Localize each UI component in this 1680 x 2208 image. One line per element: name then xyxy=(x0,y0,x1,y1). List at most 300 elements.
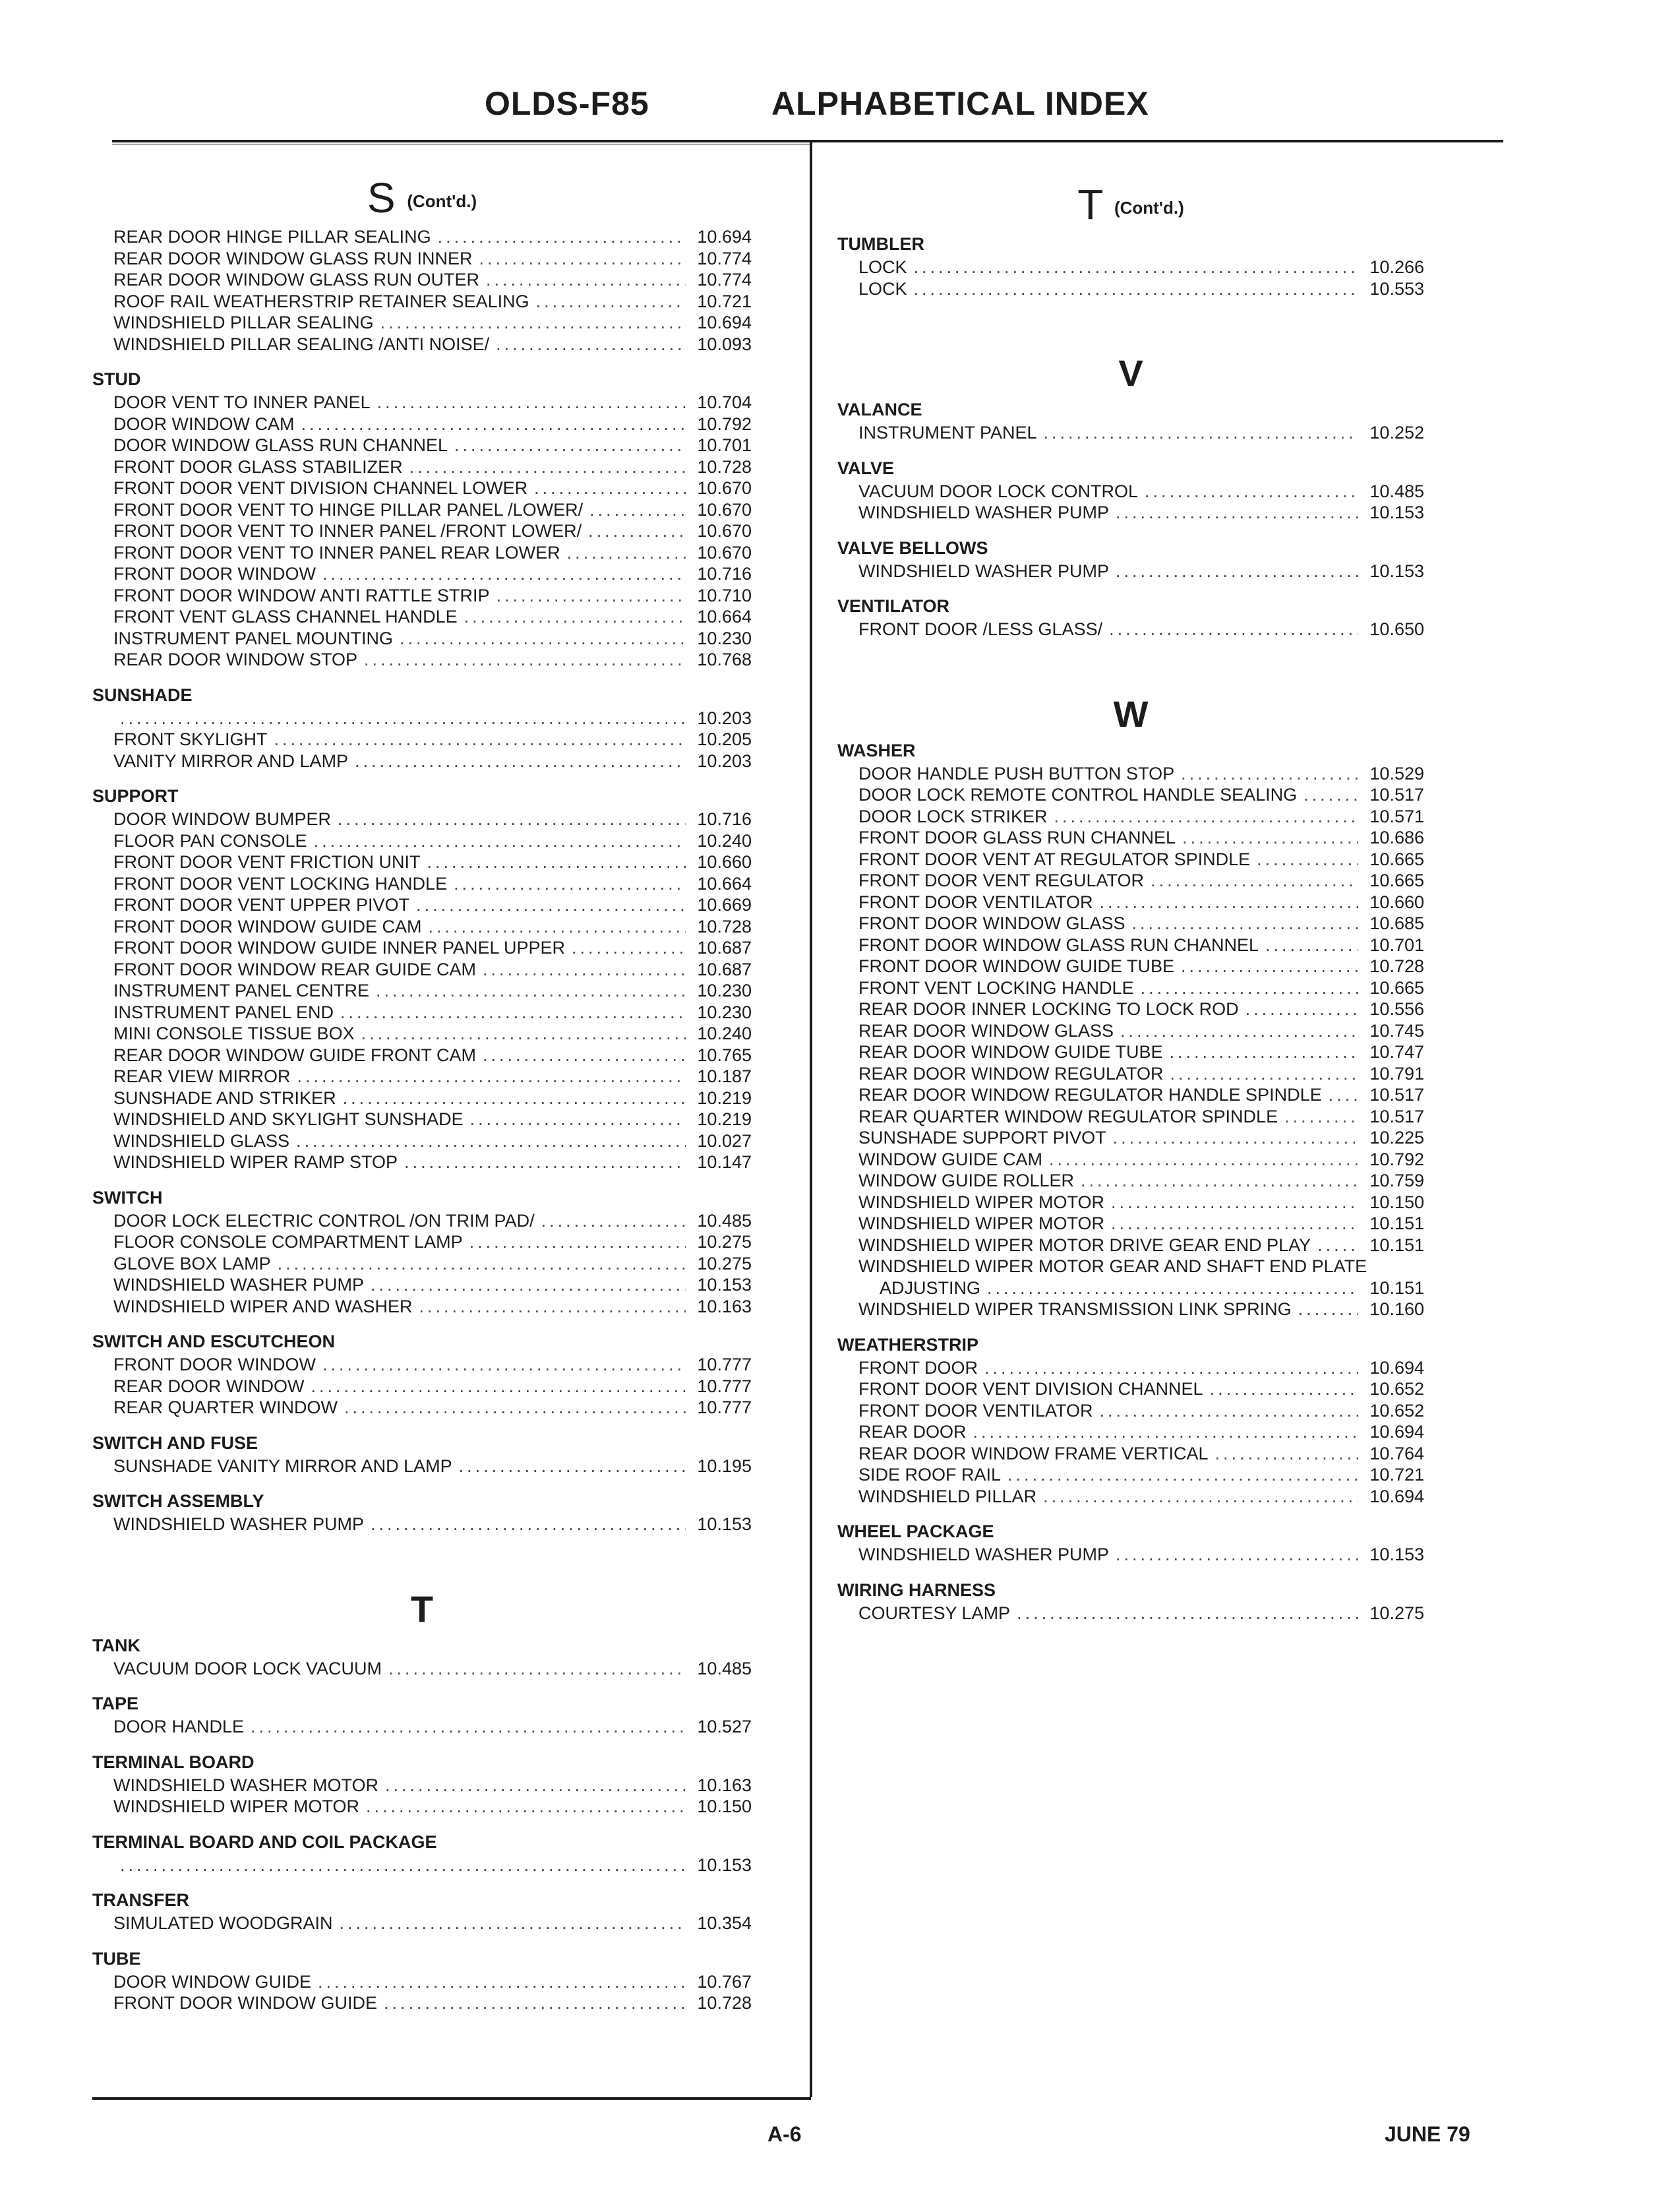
page-reference: 10.669 xyxy=(697,895,752,915)
page-reference: 10.275 xyxy=(1369,1603,1424,1623)
entry-text: ADJUSTING xyxy=(880,1277,981,1298)
dot-leader xyxy=(120,708,686,729)
dot-leader xyxy=(1111,1192,1358,1213)
dot-leader xyxy=(1054,806,1358,828)
page-reference: 10.354 xyxy=(697,1913,752,1934)
entry-text: WINDOW GUIDE ROLLER xyxy=(858,1171,1075,1191)
page-reference: 10.252 xyxy=(1369,423,1424,443)
dot-leader xyxy=(1151,870,1358,892)
dot-leader xyxy=(914,257,1358,278)
section-letter-heading xyxy=(837,179,1424,233)
index-entry xyxy=(837,1443,1424,1465)
dot-leader xyxy=(301,414,686,435)
index-entry xyxy=(92,542,752,564)
index-group xyxy=(837,739,1424,1320)
entry-text: FRONT DOOR WINDOW GUIDE TUBE xyxy=(858,956,1174,977)
entry-text: WINDSHIELD WIPER MOTOR DRIVE GEAR END PLAY xyxy=(858,1235,1311,1255)
index-entry xyxy=(92,248,752,270)
revision-date: JUNE 79 xyxy=(1385,2122,1470,2146)
index-entry xyxy=(837,561,1424,582)
entry-text: REAR DOOR WINDOW STOP xyxy=(113,650,358,670)
index-entry xyxy=(837,1170,1424,1192)
entry-text: INSTRUMENT PANEL MOUNTING xyxy=(113,628,394,648)
index-entry xyxy=(92,809,752,830)
dot-leader xyxy=(1329,1084,1358,1106)
dot-leader xyxy=(588,520,686,542)
entry-text: ROOF RAIL WEATHERSTRIP RETAINER SEALING xyxy=(113,291,529,311)
index-entry xyxy=(92,1151,752,1173)
index-entry xyxy=(92,1456,752,1477)
index-entry xyxy=(92,1066,752,1088)
entry-text: REAR DOOR WINDOW GLASS RUN INNER xyxy=(113,248,473,268)
dot-leader xyxy=(1100,892,1358,913)
index-group xyxy=(837,537,1424,582)
entry-text: WINDSHIELD WIPER AND WASHER xyxy=(113,1296,413,1316)
page-reference: 10.160 xyxy=(1369,1299,1424,1320)
dot-leader xyxy=(1132,913,1358,935)
dot-leader xyxy=(322,563,686,585)
dot-leader xyxy=(322,1354,686,1376)
dot-leader xyxy=(314,830,686,852)
index-group xyxy=(837,595,1424,640)
index-entry xyxy=(837,827,1424,849)
index-entry xyxy=(837,998,1424,1020)
entry-text: SUNSHADE VANITY MIRROR AND LAMP xyxy=(113,1456,452,1476)
entry-text: FRONT DOOR VENT DIVISION CHANNEL xyxy=(858,1379,1203,1399)
dot-leader xyxy=(987,1277,1358,1299)
dot-leader xyxy=(1044,422,1358,444)
dot-leader xyxy=(1116,502,1358,524)
page-reference: 10.764 xyxy=(1369,1443,1424,1463)
entry-text: FRONT DOOR WINDOW GLASS xyxy=(858,913,1125,934)
dot-leader xyxy=(567,542,686,564)
entry-text: COURTESY LAMP xyxy=(858,1603,1011,1623)
dot-leader xyxy=(973,1421,1358,1443)
entry-text: DOOR WINDOW GUIDE xyxy=(113,1971,311,1992)
page-reference: 10.721 xyxy=(697,291,752,311)
dot-leader xyxy=(400,628,686,650)
entry-text: SUNSHADE AND STRIKER xyxy=(113,1088,336,1108)
dot-leader xyxy=(296,1130,686,1152)
page-reference: 10.685 xyxy=(1369,913,1424,934)
index-group xyxy=(92,226,752,355)
index-group xyxy=(92,1947,752,2014)
dot-leader xyxy=(464,606,686,628)
page-reference: 10.694 xyxy=(697,227,752,247)
page-reference: 10.240 xyxy=(697,830,752,851)
index-group xyxy=(837,1334,1424,1508)
page-reference: 10.150 xyxy=(697,1796,752,1817)
entry-text: WINDSHIELD WASHER PUMP xyxy=(113,1514,365,1535)
page-reference: 10.205 xyxy=(697,729,752,750)
index-entry xyxy=(92,1971,752,1993)
page-reference: 10.774 xyxy=(697,270,752,290)
page-reference: 10.266 xyxy=(1369,257,1424,278)
entry-text: REAR VIEW MIRROR xyxy=(113,1066,291,1087)
entry-text: WINDSHIELD GLASS xyxy=(113,1130,290,1151)
page-reference: 10.153 xyxy=(697,1514,752,1535)
entry-text: FLOOR PAN CONSOLE xyxy=(113,830,307,851)
page-reference: 10.665 xyxy=(1369,849,1424,869)
index-entry xyxy=(92,628,752,650)
index-entry xyxy=(837,763,1424,785)
entry-text: FRONT SKYLIGHT xyxy=(113,729,268,750)
page-title: ALPHABETICAL INDEX xyxy=(771,85,1149,122)
entry-text: WINDSHIELD PILLAR xyxy=(858,1486,1037,1506)
dot-leader xyxy=(384,1992,686,2014)
footer-rule xyxy=(92,2097,811,2100)
entry-text: FRONT DOOR VENTILATOR xyxy=(858,892,1093,912)
index-entry xyxy=(837,278,1424,300)
index-entry xyxy=(92,937,752,959)
dot-leader xyxy=(1181,763,1358,785)
page-reference: 10.163 xyxy=(697,1775,752,1795)
index-entry xyxy=(837,849,1424,871)
dot-leader xyxy=(496,585,686,607)
entry-text: WINDSHIELD WASHER PUMP xyxy=(858,1545,1110,1565)
entry-text: MINI CONSOLE TISSUE BOX xyxy=(113,1024,355,1044)
entry-text: FRONT DOOR WINDOW xyxy=(113,1355,316,1375)
entry-text: FRONT DOOR VENT UPPER PIVOT xyxy=(113,895,410,915)
index-group xyxy=(92,1751,752,1818)
index-entry xyxy=(92,1130,752,1152)
entry-text: REAR DOOR xyxy=(858,1422,967,1442)
dot-leader xyxy=(914,278,1358,300)
index-group xyxy=(92,1889,752,1934)
dot-leader xyxy=(1116,561,1358,582)
entry-text: VANITY MIRROR AND LAMP xyxy=(113,751,349,771)
index-entry xyxy=(92,414,752,435)
index-entry xyxy=(92,1992,752,2014)
page-reference: 10.792 xyxy=(697,414,752,434)
page-reference: 10.767 xyxy=(697,1971,752,1992)
entry-text: WINDSHIELD WASHER MOTOR xyxy=(113,1775,379,1795)
entry-text: REAR DOOR WINDOW FRAME VERTICAL xyxy=(858,1443,1209,1463)
index-entry xyxy=(92,708,752,729)
entry-text: FRONT DOOR VENT TO INNER PANEL REAR LOWER xyxy=(113,542,560,563)
index-entry xyxy=(92,585,752,607)
entry-text: WINDSHIELD WASHER PUMP xyxy=(113,1275,365,1295)
section-letter-heading xyxy=(92,1584,752,1634)
group-title: TERMINAL BOARD AND COIL PACKAGE xyxy=(92,1831,437,1852)
page-reference: 10.147 xyxy=(697,1152,752,1173)
entry-text: DOOR LOCK STRIKER xyxy=(858,806,1048,826)
index-group xyxy=(92,368,752,671)
entry-text: WINDSHIELD WIPER MOTOR xyxy=(113,1796,360,1817)
index-entry xyxy=(92,916,752,938)
page-reference: 10.777 xyxy=(697,1355,752,1375)
index-entry xyxy=(92,873,752,895)
index-entry xyxy=(92,1716,752,1738)
dot-leader xyxy=(416,894,686,916)
index-entry xyxy=(92,606,752,628)
dot-leader xyxy=(409,456,686,478)
entry-text: DOOR WINDOW GLASS RUN CHANNEL xyxy=(113,435,448,456)
entry-text: SIDE ROOF RAIL xyxy=(858,1465,1002,1485)
index-entry xyxy=(92,729,752,751)
index-entry xyxy=(837,935,1424,956)
index-entry xyxy=(837,1544,1424,1566)
entry-text: FRONT DOOR GLASS STABILIZER xyxy=(113,456,403,477)
entry-text: WINDOW GUIDE CAM xyxy=(858,1149,1042,1169)
section-letter: S xyxy=(367,174,396,222)
group-title: SWITCH AND ESCUTCHEON xyxy=(92,1332,335,1352)
page-reference: 10.694 xyxy=(1369,1357,1424,1378)
dot-leader xyxy=(1111,1213,1358,1235)
page-reference: 10.665 xyxy=(1369,977,1424,998)
page-reference: 10.153 xyxy=(697,1275,752,1295)
page-reference: 10.163 xyxy=(697,1296,752,1316)
index-entry xyxy=(92,1796,752,1818)
page-number: A-6 xyxy=(767,2122,802,2146)
page-reference: 10.553 xyxy=(1369,278,1424,299)
index-entry xyxy=(837,1378,1424,1400)
group-title: VALANCE xyxy=(837,400,922,420)
index-entry xyxy=(92,1231,752,1253)
page-reference: 10.665 xyxy=(1369,871,1424,891)
entry-text: FRONT DOOR WINDOW GUIDE INNER PANEL UPPER xyxy=(113,938,566,958)
continued-label: (Cont'd.) xyxy=(407,191,477,212)
index-entry xyxy=(92,751,752,772)
dot-leader xyxy=(366,1796,686,1818)
dot-leader xyxy=(1181,956,1358,977)
entry-text: FRONT DOOR WINDOW GUIDE xyxy=(113,1993,377,2013)
entry-text: WINDSHIELD PILLAR SEALING /ANTI NOISE/ xyxy=(113,334,490,354)
page-reference: 10.517 xyxy=(1369,785,1424,805)
dot-leader xyxy=(454,435,686,456)
page-reference: 10.792 xyxy=(1369,1149,1424,1169)
page-reference: 10.694 xyxy=(1369,1486,1424,1506)
page-reference: 10.716 xyxy=(697,564,752,584)
page-reference: 10.203 xyxy=(697,751,752,771)
entry-text: FRONT DOOR VENT LOCKING HANDLE xyxy=(113,873,448,894)
page-reference: 10.652 xyxy=(1369,1379,1424,1399)
dot-leader xyxy=(470,1109,686,1130)
page-reference: 10.660 xyxy=(1369,892,1424,912)
dot-leader xyxy=(536,291,686,313)
entry-text: FRONT DOOR WINDOW REAR GUIDE CAM xyxy=(113,959,476,979)
dot-leader xyxy=(589,499,686,521)
page-reference: 10.650 xyxy=(1369,619,1424,640)
page-reference: 10.556 xyxy=(1369,999,1424,1020)
index-entry xyxy=(837,1149,1424,1171)
dot-leader xyxy=(1145,481,1358,503)
index-entry xyxy=(837,422,1424,444)
group-title: TUBE xyxy=(92,1948,141,1969)
index-entry xyxy=(92,1913,752,1934)
page-reference: 10.664 xyxy=(697,873,752,894)
index-entry xyxy=(92,269,752,291)
index-entry xyxy=(92,1109,752,1130)
index-entry xyxy=(837,1192,1424,1213)
page-reference: 10.687 xyxy=(697,959,752,979)
index-group xyxy=(837,1579,1424,1624)
entry-text: REAR DOOR WINDOW REGULATOR HANDLE SPINDLE xyxy=(858,1085,1322,1105)
dot-leader xyxy=(483,1045,686,1066)
page-reference: 10.230 xyxy=(697,628,752,648)
entry-text: FRONT DOOR WINDOW GUIDE CAM xyxy=(113,916,422,936)
group-title: VALVE xyxy=(837,458,895,478)
index-entry xyxy=(837,1256,1424,1277)
index-entry xyxy=(837,1020,1424,1042)
entry-text: REAR DOOR HINGE PILLAR SEALING xyxy=(113,227,431,247)
index-entry xyxy=(92,1045,752,1066)
entry-text: REAR DOOR WINDOW REGULATOR xyxy=(858,1063,1164,1084)
entry-text: REAR DOOR INNER LOCKING TO LOCK ROD xyxy=(858,999,1239,1020)
section-letter-heading xyxy=(837,348,1424,398)
page-reference: 10.219 xyxy=(697,1109,752,1130)
page-reference: 10.203 xyxy=(697,708,752,728)
entry-text: GLOVE BOX LAMP xyxy=(113,1253,271,1273)
entry-text: FRONT DOOR /LESS GLASS/ xyxy=(858,619,1103,640)
section-letter: V xyxy=(1118,352,1143,394)
entry-text: VACUUM DOOR LOCK VACUUM xyxy=(113,1658,382,1678)
entry-text: DOOR LOCK REMOTE CONTROL HANDLE SEALING xyxy=(858,785,1298,805)
dot-leader xyxy=(1245,998,1358,1020)
index-entry xyxy=(92,649,752,671)
dot-leader xyxy=(1081,1170,1358,1192)
entry-text: DOOR VENT TO INNER PANEL xyxy=(113,392,371,413)
group-title: WHEEL PACKAGE xyxy=(837,1521,994,1542)
page-reference: 10.230 xyxy=(697,981,752,1001)
dot-leader xyxy=(1007,1464,1358,1486)
page-reference: 10.670 xyxy=(697,521,752,541)
page-reference: 10.694 xyxy=(697,313,752,333)
index-entry xyxy=(92,959,752,981)
dot-leader xyxy=(1116,1544,1358,1566)
index-group xyxy=(92,1186,752,1318)
group-title: VENTILATOR xyxy=(837,596,950,617)
page-reference: 10.686 xyxy=(1369,828,1424,848)
index-entry xyxy=(837,1213,1424,1235)
index-entry xyxy=(837,870,1424,892)
dot-leader xyxy=(541,1210,686,1232)
entry-text: FRONT DOOR VENT FRICTION UNIT xyxy=(113,852,421,873)
entry-text: FRONT DOOR WINDOW GLASS RUN CHANNEL xyxy=(858,935,1259,955)
page-reference: 10.701 xyxy=(697,435,752,456)
entry-text: FRONT DOOR VENT DIVISION CHANNEL LOWER xyxy=(113,478,528,499)
page-reference: 10.195 xyxy=(697,1456,752,1476)
entry-text: FRONT DOOR VENTILATOR xyxy=(858,1400,1093,1421)
entry-text: WINDSHIELD WIPER TRANSMISSION LINK SPRING xyxy=(858,1299,1292,1320)
index-entry xyxy=(92,1658,752,1680)
group-title: VALVE BELLOWS xyxy=(837,537,988,558)
dot-leader xyxy=(355,751,686,772)
index-entry xyxy=(92,520,752,542)
index-entry xyxy=(837,1464,1424,1486)
group-title: TERMINAL BOARD xyxy=(92,1752,255,1772)
entry-text: WINDSHIELD PILLAR SEALING xyxy=(113,313,374,333)
dot-leader xyxy=(1100,1400,1358,1422)
entry-text: FRONT DOOR VENT TO INNER PANEL /FRONT LOWER/ xyxy=(113,521,582,541)
dot-leader xyxy=(1017,1603,1358,1624)
entry-text: WINDSHIELD WIPER MOTOR xyxy=(858,1192,1105,1212)
index-entry xyxy=(837,1041,1424,1063)
group-title: STUD xyxy=(92,369,141,390)
index-group xyxy=(92,684,752,772)
index-group xyxy=(837,1520,1424,1566)
group-title: WASHER xyxy=(837,740,916,760)
entry-text: INSTRUMENT PANEL xyxy=(858,423,1037,443)
entry-text: REAR DOOR WINDOW GLASS xyxy=(858,1020,1114,1041)
index-entry xyxy=(92,1023,752,1045)
index-entry xyxy=(837,806,1424,828)
dot-leader xyxy=(1049,1149,1358,1171)
dot-leader xyxy=(572,937,686,959)
index-entry xyxy=(92,456,752,478)
section-letter: T xyxy=(410,1587,434,1630)
dot-leader xyxy=(486,269,686,291)
page-reference: 10.150 xyxy=(1369,1192,1424,1212)
index-entry xyxy=(92,435,752,456)
index-entry xyxy=(92,1274,752,1296)
dot-leader xyxy=(1317,1235,1358,1256)
dot-leader xyxy=(343,1088,686,1109)
dot-leader xyxy=(1304,784,1358,806)
dot-leader xyxy=(377,392,686,414)
group-title: SWITCH AND FUSE xyxy=(92,1432,258,1453)
dot-leader xyxy=(380,312,686,334)
entry-text: INSTRUMENT PANEL END xyxy=(113,1002,334,1022)
document-brand-title: OLDS-F85 xyxy=(485,85,649,122)
dot-leader xyxy=(404,1151,686,1173)
section-letter: T xyxy=(1077,181,1103,228)
page-reference: 10.670 xyxy=(697,499,752,520)
entry-text: REAR DOOR WINDOW xyxy=(113,1376,305,1396)
index-entry xyxy=(92,830,752,852)
entry-text: REAR DOOR WINDOW GUIDE TUBE xyxy=(858,1042,1163,1062)
dot-leader xyxy=(1210,1378,1358,1400)
dot-leader xyxy=(311,1376,686,1397)
dot-leader xyxy=(385,1775,686,1796)
page-reference: 10.571 xyxy=(1369,806,1424,826)
index-entry xyxy=(92,1088,752,1109)
page-reference: 10.485 xyxy=(1369,481,1424,501)
entry-text: DOOR LOCK ELECTRIC CONTROL /ON TRIM PAD/ xyxy=(113,1210,535,1231)
index-entry xyxy=(837,1084,1424,1106)
page-reference: 10.275 xyxy=(697,1232,752,1252)
group-title: WIRING HARNESS xyxy=(837,1579,996,1600)
index-entry xyxy=(837,977,1424,999)
index-entry xyxy=(92,1514,752,1535)
dot-leader xyxy=(1141,977,1358,999)
header-rule xyxy=(112,140,1503,142)
entry-text: WINDSHIELD AND SKYLIGHT SUNSHADE xyxy=(113,1109,464,1130)
dot-leader xyxy=(1257,849,1358,871)
dot-leader xyxy=(1043,1486,1358,1508)
index-entry xyxy=(837,1603,1424,1624)
index-entry xyxy=(92,851,752,873)
group-title: TUMBLER xyxy=(837,234,924,255)
page-reference: 10.704 xyxy=(697,392,752,413)
entry-text: FRONT DOOR VENT AT REGULATOR SPINDLE xyxy=(858,849,1251,869)
page-reference: 10.768 xyxy=(697,650,752,670)
index-entry xyxy=(92,1354,752,1376)
page-reference: 10.485 xyxy=(697,1658,752,1678)
page-reference: 10.660 xyxy=(697,852,752,873)
entry-text: SIMULATED WOODGRAIN xyxy=(113,1913,333,1934)
entry-text: REAR QUARTER WINDOW REGULATOR SPINDLE xyxy=(858,1106,1278,1126)
page-reference: 10.721 xyxy=(1369,1465,1424,1485)
page-reference: 10.151 xyxy=(1369,1277,1424,1298)
dot-leader xyxy=(1265,935,1358,956)
dot-leader xyxy=(1284,1106,1358,1128)
page-reference: 10.153 xyxy=(1369,503,1424,523)
index-column-left xyxy=(92,173,752,2027)
entry-text: FRONT DOOR VENT REGULATOR xyxy=(858,871,1145,891)
dot-leader xyxy=(419,1296,686,1318)
page-reference: 10.529 xyxy=(1369,763,1424,783)
